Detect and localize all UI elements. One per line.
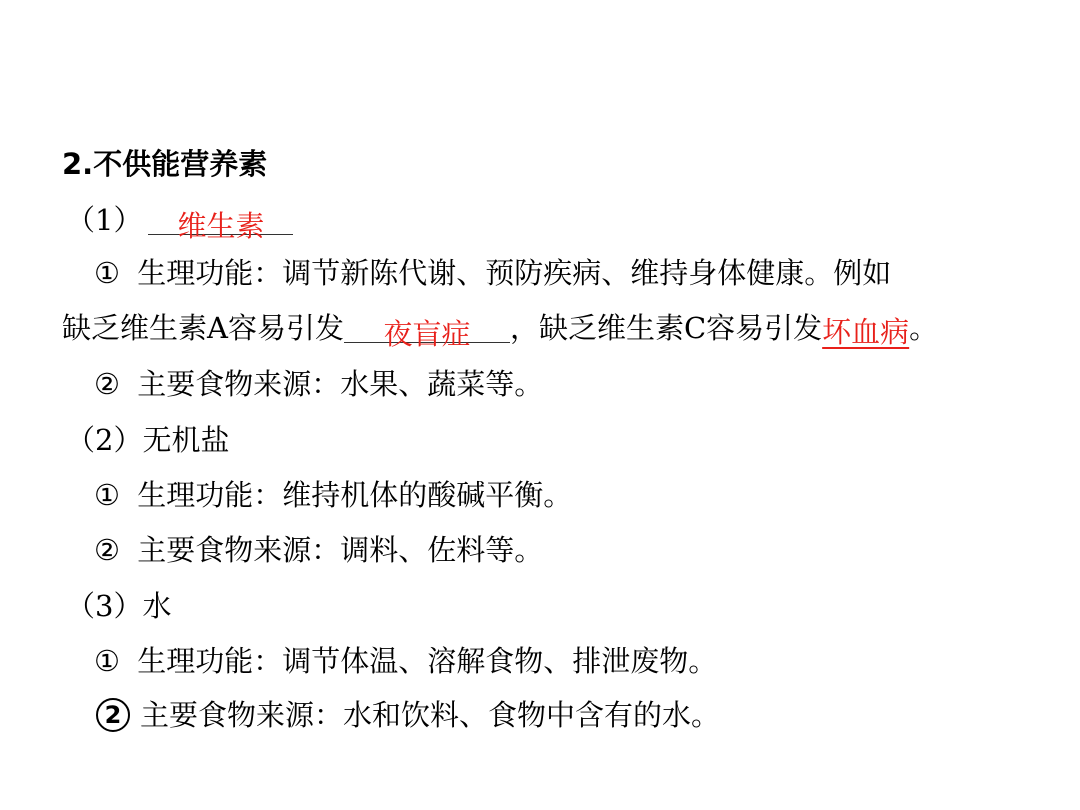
item3-title: 水 <box>142 589 172 623</box>
item2-point2 <box>94 530 543 570</box>
item3-label: （3） <box>66 589 143 623</box>
item3-point2-text: 主要食物来源：水和饮料、食物中含有的水。 <box>140 698 721 732</box>
item2-point2-text: 主要食物来源：调料、佐料等。 <box>137 533 544 567</box>
answer-nightblindness: 夜盲症 <box>383 317 471 351</box>
answer-blank-nightblindness <box>344 308 510 351</box>
item1-cont-b: ，缺乏维生素C容易引发 <box>509 311 823 345</box>
item1-point2 <box>94 364 543 404</box>
answer-scurvy: 坏血病 <box>822 315 910 349</box>
section-heading: 2.不供能营养素 <box>62 147 268 181</box>
item3-point1 <box>94 641 717 681</box>
item2-title: 无机盐 <box>142 423 230 457</box>
circled-one-marker: ① <box>94 478 120 512</box>
item1-cont-a: 缺乏维生素A容易引发 <box>62 311 344 345</box>
answer-vitamin: 维生素 <box>177 209 265 243</box>
item1-line <box>66 200 293 243</box>
circled-two-marker-bold: 2 <box>96 698 130 732</box>
item1-point2-text: 主要食物来源：水果、蔬菜等。 <box>137 367 544 401</box>
item2-line <box>66 420 229 460</box>
item3-point2 <box>96 695 720 735</box>
item3-point1-text: 生理功能：调节体温、溶解食物、排泄废物。 <box>137 644 718 678</box>
answer-blank-vitamin <box>148 200 293 243</box>
circled-one-marker: ① <box>94 256 120 290</box>
item1-label: （1） <box>66 203 143 237</box>
circled-two-marker: ② <box>94 533 120 567</box>
item3-line <box>66 586 171 626</box>
item2-point1-text: 生理功能：维持机体的酸碱平衡。 <box>137 478 573 512</box>
item1-point1 <box>94 253 891 293</box>
item1-point1-continuation <box>62 308 939 351</box>
item1-cont-end: 。 <box>909 311 939 345</box>
item2-label: （2） <box>66 423 143 457</box>
item2-point1 <box>94 475 572 515</box>
circled-one-marker: ① <box>94 644 120 678</box>
circled-two-marker: ② <box>94 367 120 401</box>
item1-point1-text: 生理功能：调节新陈代谢、预防疾病、维持身体健康。例如 <box>137 256 892 290</box>
